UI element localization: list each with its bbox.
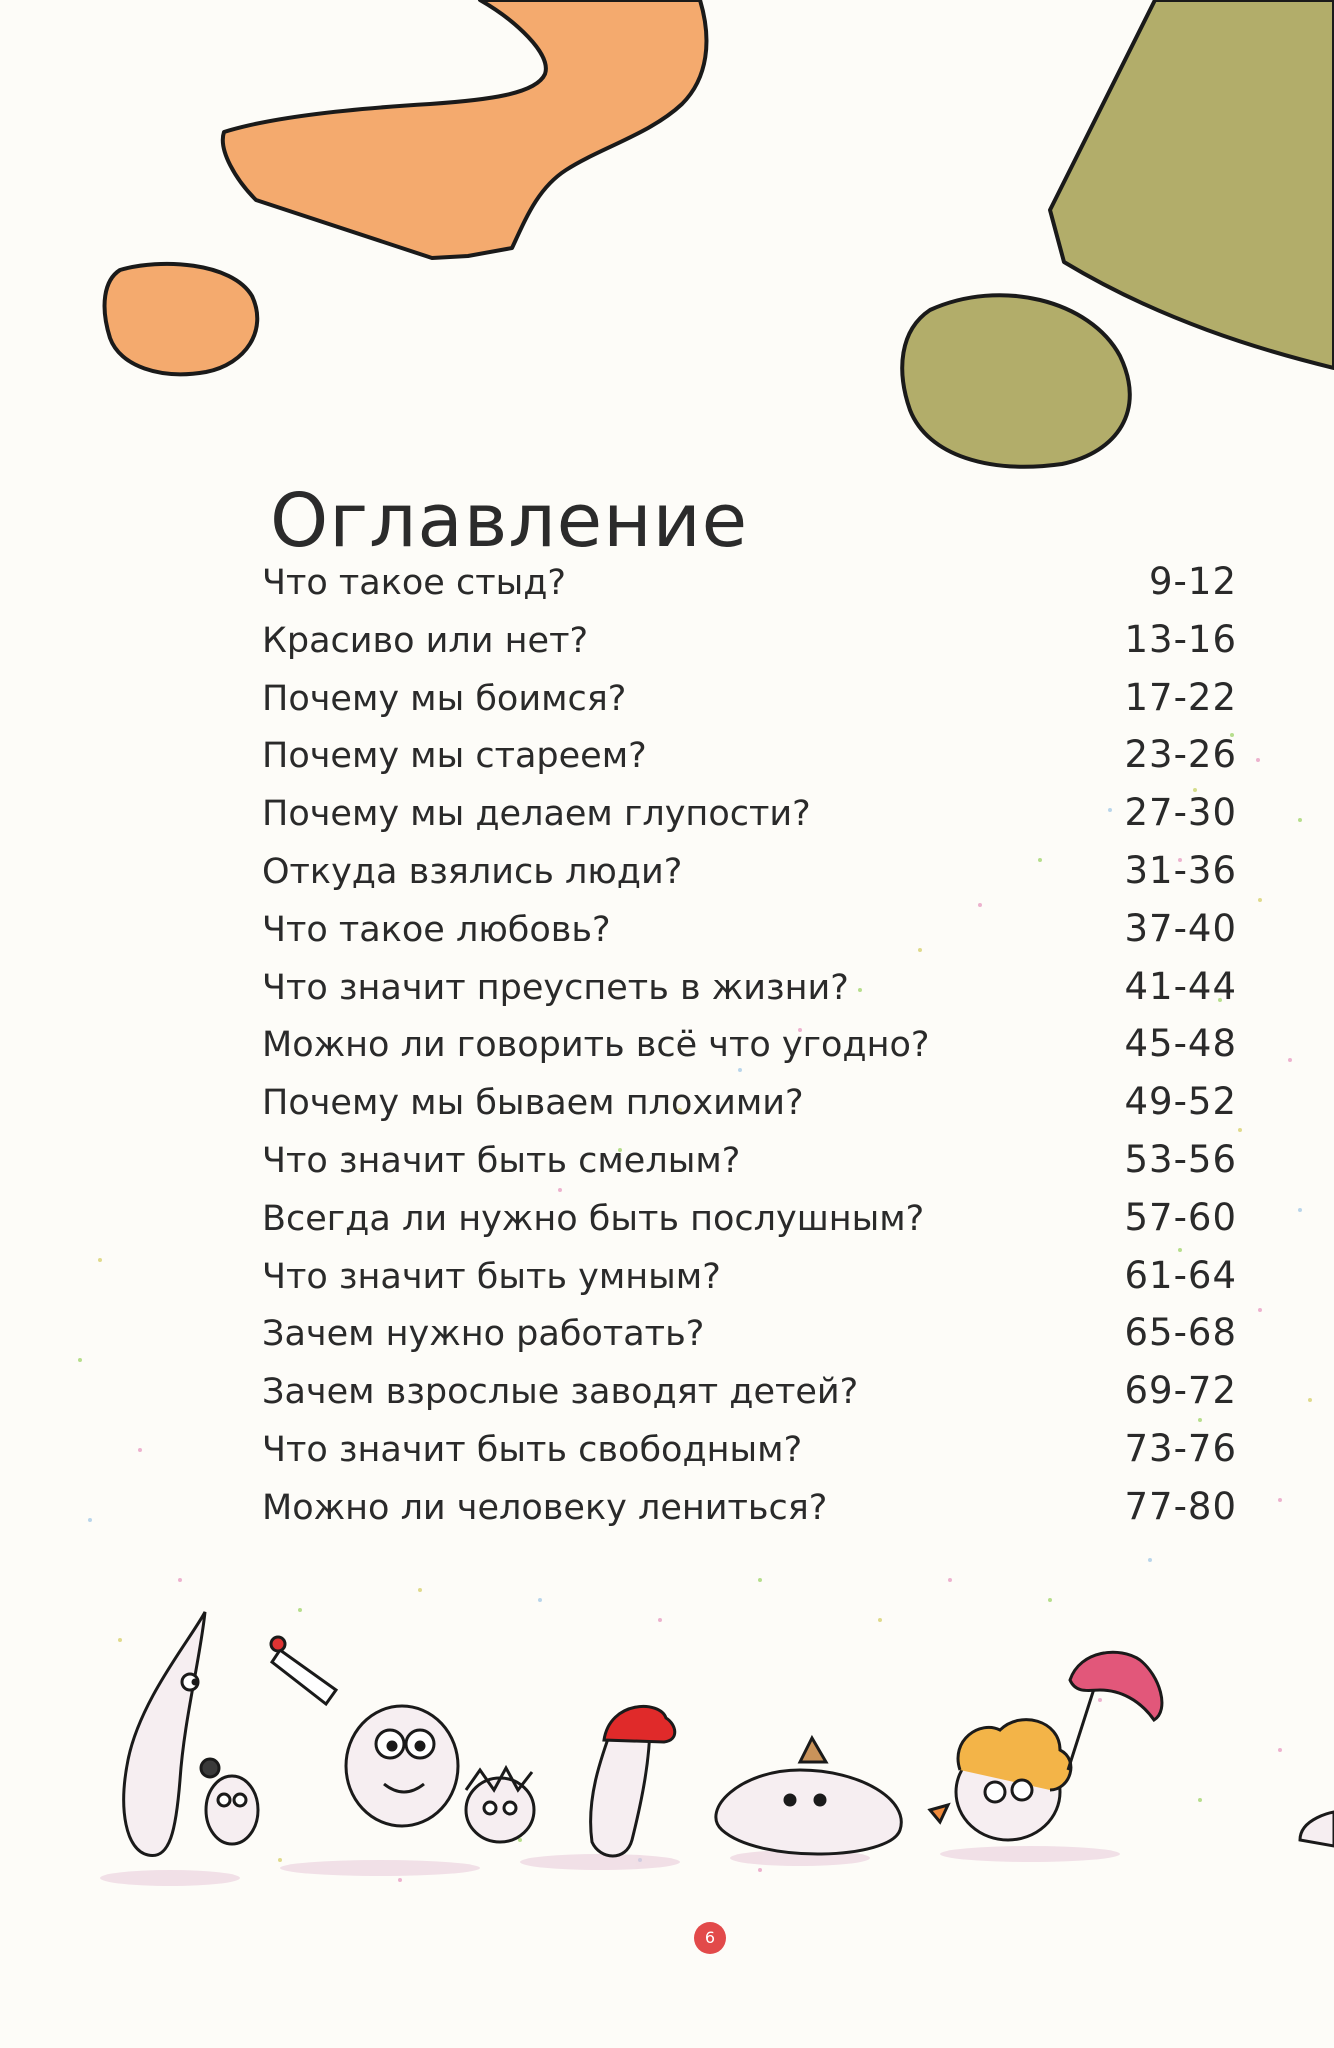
page-number-badge: 6	[694, 1922, 726, 1954]
character-bug	[206, 1776, 258, 1844]
toc-item[interactable]	[262, 618, 1237, 676]
toc-pages: 41-44	[1124, 964, 1237, 1008]
toc-item[interactable]	[262, 907, 1237, 965]
toc-pages: 61-64	[1124, 1253, 1237, 1297]
toc-question: Красиво или нет?	[262, 620, 589, 661]
toc-pages: 53-56	[1124, 1137, 1237, 1181]
toc-item[interactable]	[262, 1138, 1237, 1196]
toc-pages: 49-52	[1124, 1080, 1237, 1124]
toc-pages: 27-30	[1124, 791, 1237, 835]
character-edge	[1300, 1812, 1334, 1846]
table-of-contents	[262, 560, 1237, 1543]
toc-item[interactable]	[262, 1427, 1237, 1485]
toc-pages: 65-68	[1124, 1311, 1237, 1355]
toc-item[interactable]	[262, 733, 1237, 791]
toc-item[interactable]	[262, 1080, 1237, 1138]
toc-item[interactable]	[262, 1022, 1237, 1080]
toc-pages: 13-16	[1124, 617, 1237, 661]
toc-item[interactable]	[262, 1196, 1237, 1254]
toc-question: Что значит быть свободным?	[262, 1429, 803, 1470]
character-potato	[346, 1706, 458, 1826]
toc-question: Зачем взрослые заводят детей?	[262, 1372, 859, 1413]
character-bun	[716, 1770, 901, 1854]
character-spiky	[466, 1778, 534, 1842]
toc-question: Что значит быть смелым?	[262, 1140, 741, 1181]
toc-question: Что значит преуспеть в жизни?	[262, 967, 849, 1008]
toc-question: Почему мы боимся?	[262, 678, 627, 719]
toc-pages: 9-12	[1149, 560, 1237, 603]
toc-pages: 17-22	[1124, 675, 1237, 719]
toc-question: Почему мы бываем плохими?	[262, 1083, 804, 1124]
toc-question: Что такое стыд?	[262, 563, 567, 603]
toc-item[interactable]	[262, 791, 1237, 849]
toc-question: Можно ли человеку лениться?	[262, 1487, 828, 1528]
page-title: Оглавление	[270, 477, 749, 564]
cartoon-characters	[124, 1612, 1334, 1856]
toc-question: Что такое любовь?	[262, 909, 611, 950]
toc-item[interactable]	[262, 965, 1237, 1023]
toc-item[interactable]	[262, 1485, 1237, 1543]
toc-pages: 57-60	[1124, 1195, 1237, 1239]
question-mark-icon	[105, 0, 707, 374]
toc-item[interactable]	[262, 849, 1237, 907]
toc-question: Можно ли говорить всё что угодно?	[262, 1025, 930, 1066]
toc-item[interactable]	[262, 676, 1237, 734]
toc-item[interactable]	[262, 1254, 1237, 1312]
toc-question: Зачем нужно работать?	[262, 1314, 705, 1355]
umbrella	[1070, 1652, 1162, 1720]
toc-pages: 23-26	[1124, 733, 1237, 777]
toc-question: Почему мы стареем?	[262, 736, 647, 777]
toc-item[interactable]	[262, 560, 1237, 618]
toc-item[interactable]	[262, 1311, 1237, 1369]
toc-question: Что значит быть умным?	[262, 1256, 721, 1297]
toc-pages: 45-48	[1124, 1022, 1237, 1066]
toc-question: Всегда ли нужно быть послушным?	[262, 1198, 925, 1239]
toc-pages: 69-72	[1124, 1369, 1237, 1413]
toc-pages: 37-40	[1124, 906, 1237, 950]
toc-pages: 31-36	[1124, 848, 1237, 892]
toc-question: Откуда взялись люди?	[262, 851, 683, 892]
toc-pages: 77-80	[1124, 1484, 1237, 1528]
exclamation-mark-icon	[902, 0, 1334, 467]
character-stick	[272, 1650, 336, 1704]
toc-question: Почему мы делаем глупости?	[262, 794, 811, 835]
toc-item[interactable]	[262, 1369, 1237, 1427]
toc-pages: 73-76	[1124, 1426, 1237, 1470]
character-sausage	[124, 1612, 205, 1856]
